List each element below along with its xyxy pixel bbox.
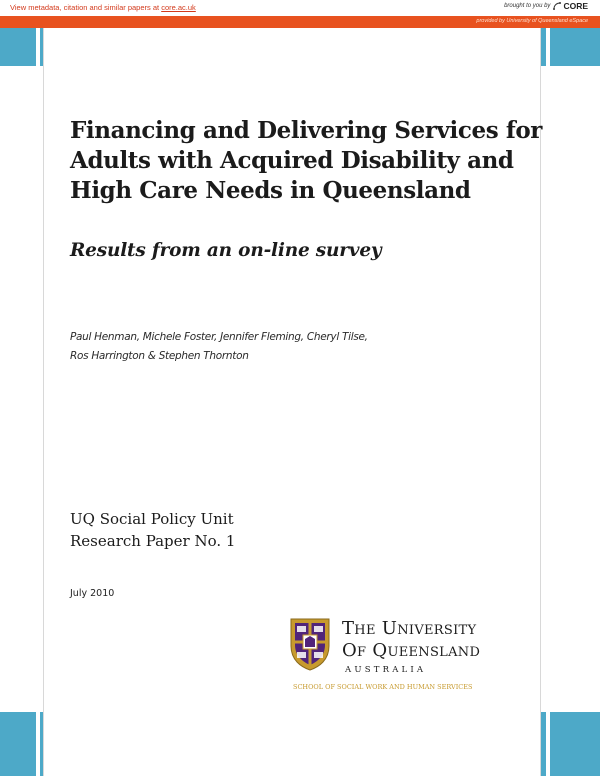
core-logo-text: CORE [563,1,588,11]
uq-crest-icon [288,616,332,672]
frame-line-left-outer [36,28,40,776]
core-metadata-link[interactable] [10,3,196,12]
title-line: Financing and Delivering Services for [70,117,543,144]
uq-country: AUSTRALIA [345,665,427,675]
provider-strip [0,16,600,28]
document-title [70,116,550,206]
uq-wordmark [342,618,480,662]
brought-by-label: brought to you by [504,3,551,9]
paper-number: Research Paper No. 1 [70,532,236,550]
publication-date: July 2010 [70,588,115,599]
frame-line-left [43,28,44,776]
title-line: High Care Needs in Queensland [70,177,471,204]
title-line: Adults with Acquired Disability and [70,147,514,174]
author-line: Ros Harrington & Stephen Thornton [70,350,249,362]
author-list [70,328,368,366]
core-logo[interactable] [552,1,588,11]
document-subtitle: Results from an on-line survey [70,240,382,261]
core-ac-uk-link[interactable]: core.ac.uk [161,3,196,12]
core-logo-icon [552,1,562,11]
unit-name: UQ Social Policy Unit [70,510,234,528]
author-line: Paul Henman, Michele Foster, Jennifer Fleming, Cheryl Tilse, [70,331,368,343]
provided-by-text[interactable]: provided by University of Queensland eSpace [476,18,588,24]
uq-wordmark-line1: The University [342,618,477,639]
uq-school-name: SCHOOL OF SOCIAL WORK AND HUMAN SERVICES [293,683,473,691]
uq-wordmark-line2: Of Queensland [342,640,481,661]
core-banner [0,0,600,16]
publisher-unit [70,508,235,552]
core-link-prefix: View metadata, citation and similar papers at [10,3,162,12]
core-brought-by[interactable] [504,1,588,11]
